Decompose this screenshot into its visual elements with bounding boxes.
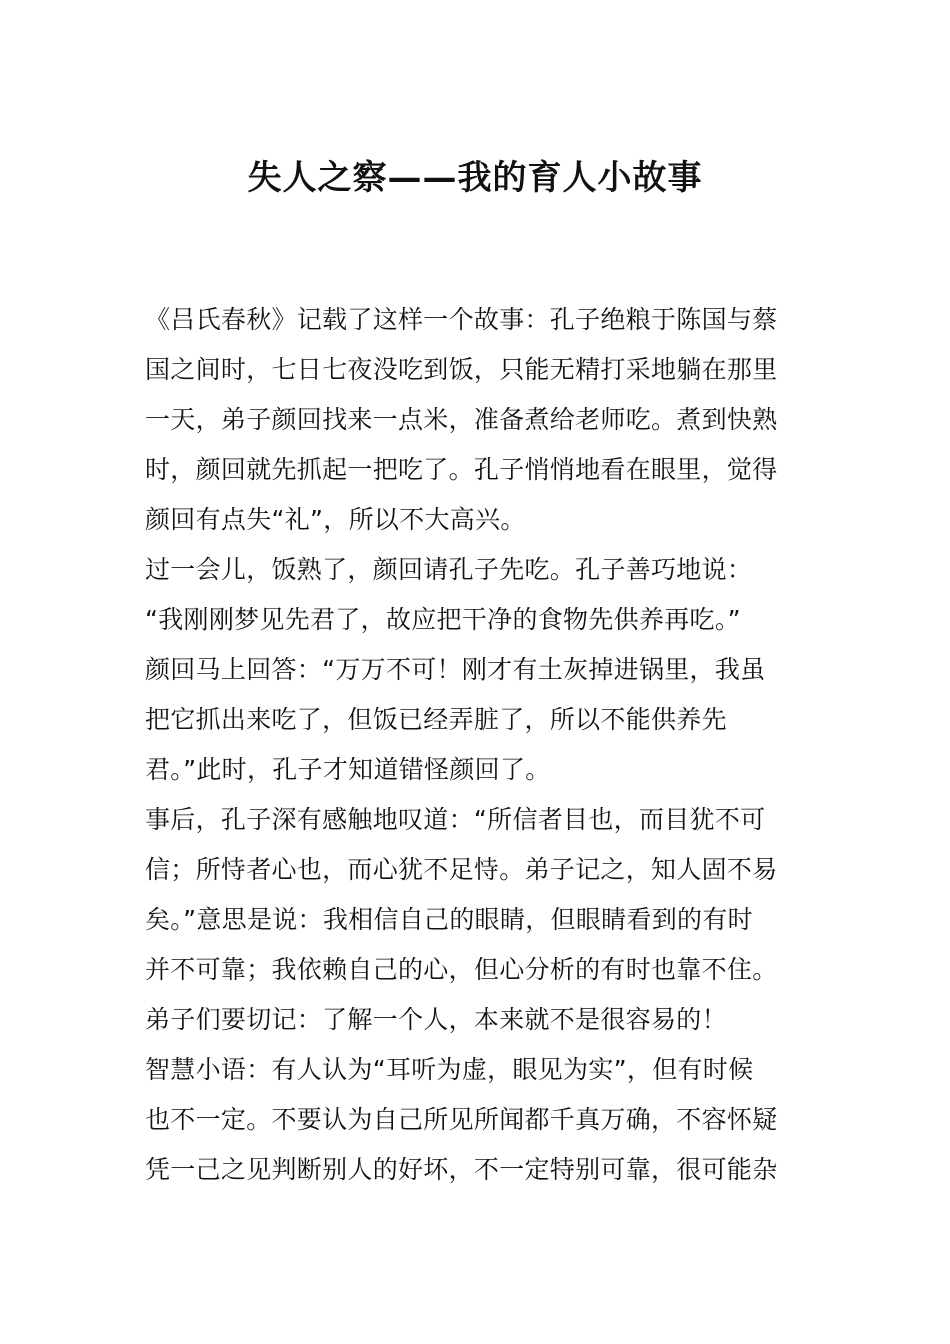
text-line: 事后，孔子深有感触地叹道：“所信者目也，而目犹不可 [145,805,766,834]
text-line: 颜回马上回答：“万万不可！刚才有土灰掉进锅里，我虽 [145,655,766,684]
text-line: 时，颜回就先抓起一把吃了。孔子悄悄地看在眼里，觉得 [145,455,778,484]
text-line: 矣。”意思是说：我相信自己的眼睛，但眼睛看到的有时 [145,905,753,934]
text-line: 国之间时，七日七夜没吃到饭，只能无精打采地躺在那里 [145,355,778,384]
document-title: 失人之察——我的育人小故事 [247,158,703,198]
text-line: 信；所恃者心也，而心犹不足恃。弟子记之，知人固不易 [145,855,778,884]
text-line: 把它抓出来吃了，但饭已经弄脏了，所以不能供养先 [145,705,727,734]
document-body [145,295,810,1195]
text-line: 智慧小语：有人认为“耳听为虚，眼见为实”，但有时候 [145,1055,754,1084]
text-line: 颜回有点失“礼”，所以不大高兴。 [145,505,526,534]
text-line: 并不可靠；我依赖自己的心，但心分析的有时也靠不住。 [145,955,778,984]
text-line: 一天，弟子颜回找来一点米，准备煮给老师吃。煮到快熟 [145,405,778,434]
text-line: 凭一己之见判断别人的好坏，不一定特别可靠，很可能杂 [145,1155,778,1184]
text-line: 君。”此时，孔子才知道错怪颜回了。 [145,755,551,784]
text-line: 弟子们要切记：了解一个人，本来就不是很容易的！ [145,1005,727,1034]
text-line: 《吕氏春秋》记载了这样一个故事：孔子绝粮于陈国与蔡 [145,305,778,334]
text-line: “我刚刚梦见先君了，故应把干净的食物先供养再吃。” [145,605,741,634]
text-line: 过一会儿，饭熟了，颜回请孔子先吃。孔子善巧地说： [145,555,753,584]
text-line: 也不一定。不要认为自己所见所闻都千真万确，不容怀疑 [145,1105,778,1134]
